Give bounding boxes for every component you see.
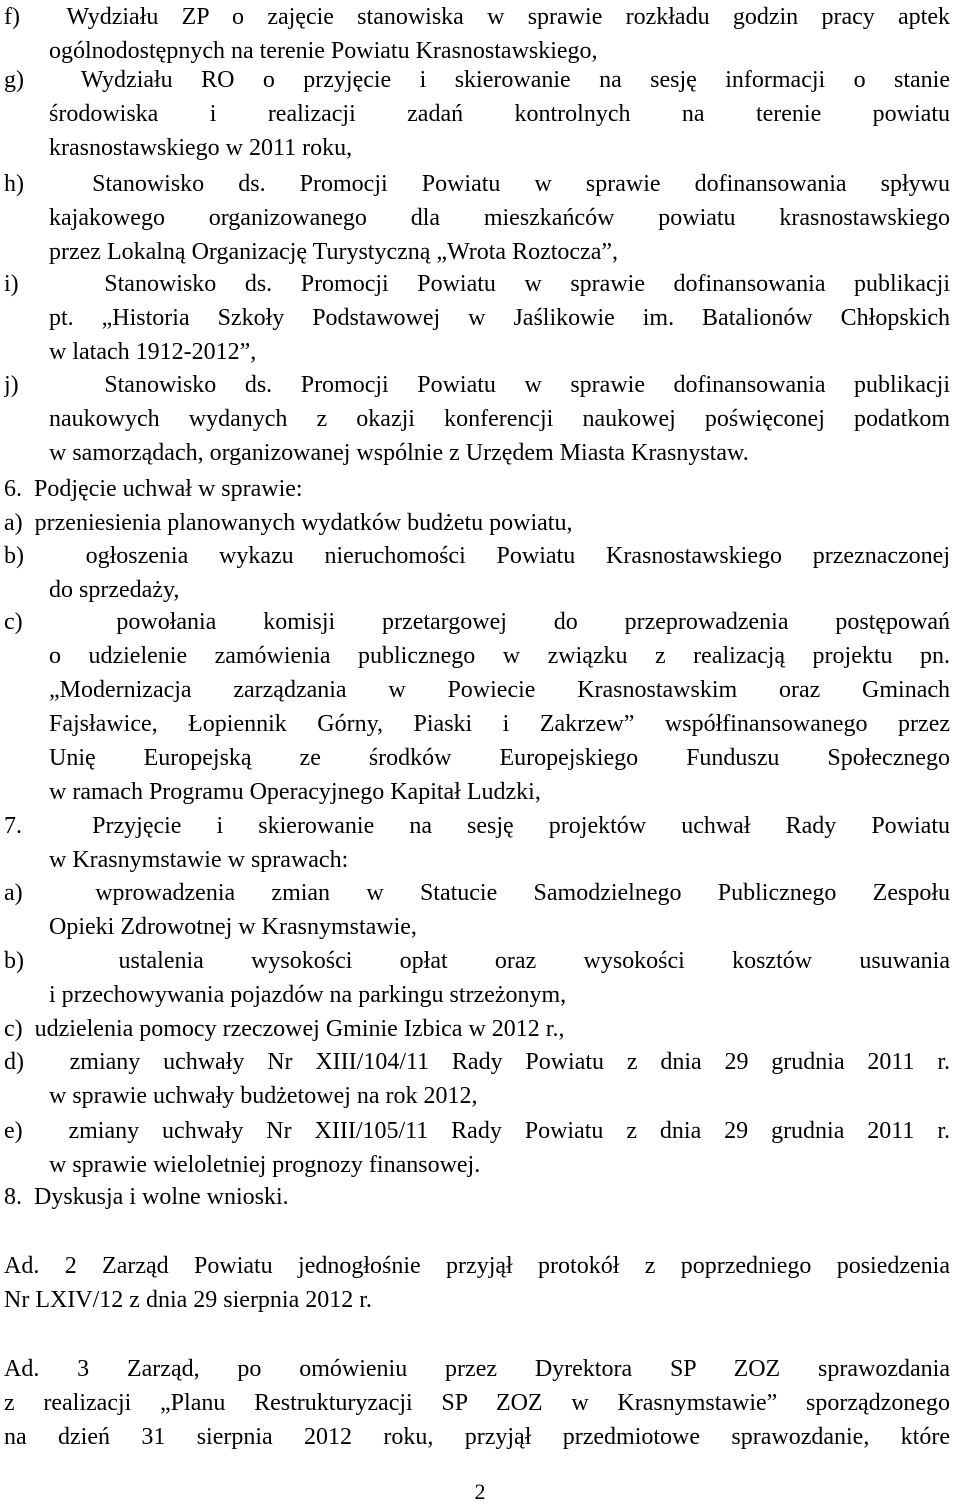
agenda-point-7 (4, 809, 957, 877)
text-line: w Krasnymstawie w sprawach: (49, 847, 349, 873)
agenda-item-f (4, 0, 957, 68)
text-line: c) powołania komisji przetargowej do przeprowadzenia postępowań (4, 609, 950, 635)
text-line: h) Stanowisko ds. Promocji Powiatu w sprawie dofinansowania spływu (4, 171, 950, 197)
agenda-item-i (4, 267, 957, 369)
agenda-item-7b (4, 944, 957, 1012)
text-line: 6. Podjęcie uchwał w sprawie: (4, 476, 303, 502)
text-line: i) Stanowisko ds. Promocji Powiatu w sprawie dofinansowania publikacji (4, 271, 950, 297)
ad3-paragraph (4, 1352, 957, 1454)
page-number: 2 (474, 1479, 486, 1504)
agenda-item-7e (4, 1114, 957, 1182)
text-line: Unię Europejską ze środków Europejskiego Funduszu Społecznego (49, 745, 950, 771)
text-line: ogólnodostępnych na terenie Powiatu Krasnostawskiego, (49, 38, 598, 64)
text-line: a) przeniesienia planowanych wydatków budżetu powiatu, (4, 510, 573, 536)
text-line: b) ogłoszenia wykazu nieruchomości Powiatu Krasnostawskiego przeznaczonej (4, 543, 950, 569)
agenda-point-6 (4, 472, 957, 506)
agenda-item-h (4, 167, 957, 269)
text-line: Ad. 3 Zarząd, po omówieniu przez Dyrektora SP ZOZ sprawozdania (4, 1356, 950, 1382)
agenda-item-g (4, 63, 957, 165)
text-line: o udzielenie zamówienia publicznego w związku z realizacją projektu pn. (49, 643, 950, 669)
text-line: i przechowywania pojazdów na parkingu strzeżonym, (49, 982, 567, 1008)
text-line: j) Stanowisko ds. Promocji Powiatu w sprawie dofinansowania publikacji (4, 372, 950, 398)
text-line: f) Wydziału ZP o zajęcie stanowiska w sprawie rozkładu godzin pracy aptek (4, 4, 950, 30)
agenda-item-6a (4, 506, 957, 540)
text-line: na dzień 31 sierpnia 2012 roku, przyjął przedmiotowe sprawozdanie, które (4, 1424, 950, 1450)
text-line: 8. Dyskusja i wolne wnioski. (4, 1184, 289, 1210)
text-line: pt. „Historia Szkoły Podstawowej w Jaślikowie im. Batalionów Chłopskich (49, 305, 950, 331)
text-line: naukowych wydanych z okazji konferencji naukowej poświęconej podatkom (49, 406, 950, 432)
agenda-item-7d (4, 1045, 957, 1113)
text-line: w samorządach, organizowanej wspólnie z Urzędem Miasta Krasnystaw. (49, 440, 749, 466)
text-line: z realizacji „Planu Restrukturyzacji SP ZOZ w Krasnymstawie” sporządzonego (4, 1390, 950, 1416)
text-line: a) wprowadzenia zmian w Statucie Samodzielnego Publicznego Zespołu (4, 880, 950, 906)
agenda-item-7a (4, 876, 957, 944)
text-line: b) ustalenia wysokości opłat oraz wysokości kosztów usuwania (4, 948, 950, 974)
text-line: w sprawie wieloletniej prognozy finansowej. (49, 1152, 481, 1178)
text-line: Ad. 2 Zarząd Powiatu jednogłośnie przyjął protokół z poprzedniego posiedzenia (4, 1253, 950, 1279)
text-line: do sprzedaży, (49, 577, 180, 603)
text-line: Fajsławice, Łopiennik Górny, Piaski i Zakrzew” współfinansowanego przez (49, 711, 950, 737)
text-line: 7. Przyjęcie i skierowanie na sesję projektów uchwał Rady Powiatu (4, 813, 950, 839)
text-line: c) udzielenia pomocy rzeczowej Gminie Izbica w 2012 r., (4, 1016, 565, 1042)
agenda-item-7c (4, 1012, 957, 1046)
text-line: e) zmiany uchwały Nr XIII/105/11 Rady Powiatu z dnia 29 grudnia 2011 r. (4, 1118, 950, 1144)
agenda-item-6c (4, 605, 957, 809)
text-line: Opieki Zdrowotnej w Krasnymstawie, (49, 914, 417, 940)
text-line: w latach 1912-2012”, (49, 339, 257, 365)
text-line: Nr LXIV/12 z dnia 29 sierpnia 2012 r. (4, 1287, 372, 1313)
text-line: przez Lokalną Organizację Turystyczną „Wrota Roztocza”, (49, 239, 619, 265)
text-line: środowiska i realizacji zadań kontrolnych na terenie powiatu (49, 101, 950, 127)
agenda-point-8 (4, 1180, 957, 1214)
agenda-item-j (4, 368, 957, 470)
text-line: w ramach Programu Operacyjnego Kapitał Ludzki, (49, 779, 541, 805)
text-line: g) Wydziału RO o przyjęcie i skierowanie na sesję informacji o stanie (4, 67, 950, 93)
text-line: w sprawie uchwały budżetowej na rok 2012, (49, 1083, 478, 1109)
text-line: „Modernizacja zarządzania w Powiecie Krasnostawskim oraz Gminach (49, 677, 950, 703)
agenda-item-6b (4, 539, 957, 607)
text-line: d) zmiany uchwały Nr XIII/104/11 Rady Powiatu z dnia 29 grudnia 2011 r. (4, 1049, 950, 1075)
ad2-paragraph (4, 1249, 957, 1317)
text-line: krasnostawskiego w 2011 roku, (49, 135, 353, 161)
text-line: kajakowego organizowanego dla mieszkańców powiatu krasnostawskiego (49, 205, 950, 231)
